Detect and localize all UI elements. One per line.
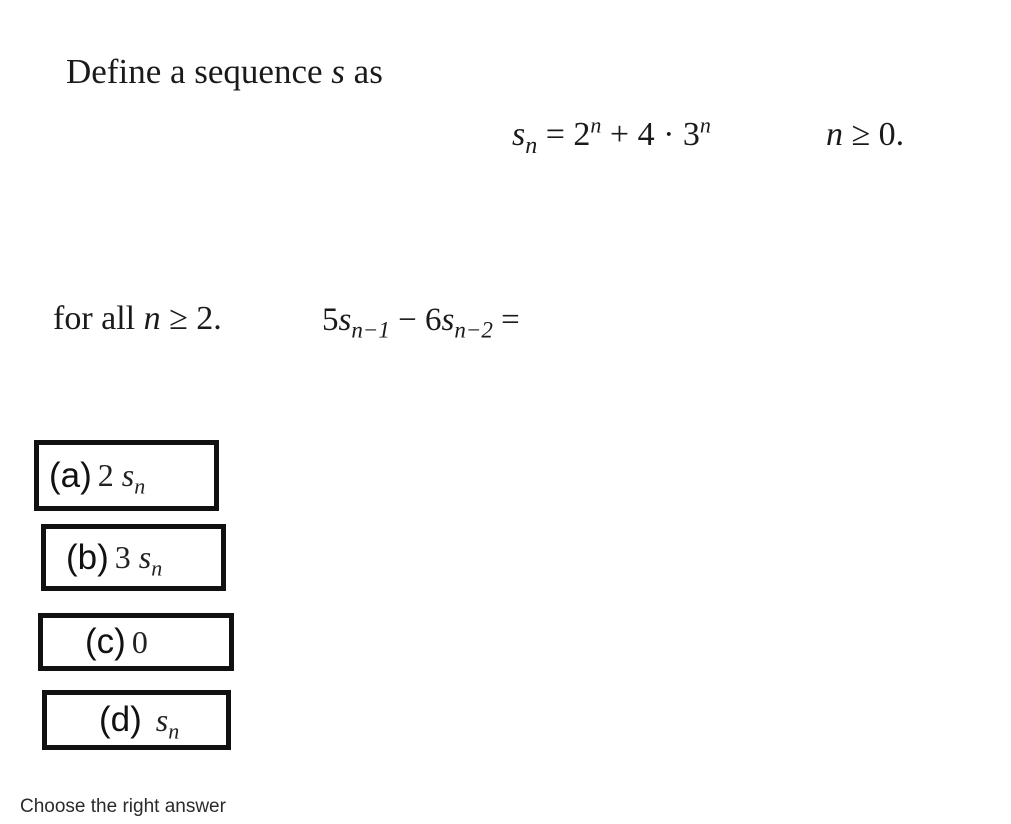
option-math: 3 $s_n$ <box>114 539 163 581</box>
option-d-button[interactable] <box>42 690 231 750</box>
option-letter: (c) <box>85 622 126 661</box>
option-math: 2 $s_n$ <box>97 457 146 499</box>
option-math: $s_n$ <box>155 701 180 743</box>
recurrence-expression: $5s_{n-1} - 6s_{n-2}$ = <box>322 302 520 343</box>
option-math: 0 <box>131 623 148 660</box>
option-letter: (b) <box>66 537 109 577</box>
forall-condition: for all n ≥ 2. <box>53 300 222 337</box>
option-c-button[interactable] <box>38 613 234 671</box>
option-letter: (d) <box>99 700 142 739</box>
sequence-equation: $s_n = 2^n + 4 \cdot 3^n$ <box>512 112 711 159</box>
domain-constraint: n ≥ 0. <box>826 116 905 153</box>
option-a-button[interactable] <box>34 440 219 511</box>
instruction-text: Choose the right answer <box>20 796 226 817</box>
option-letter: (a) <box>49 455 92 495</box>
intro-text: Define a sequence s as <box>66 52 383 91</box>
option-b-button[interactable] <box>41 524 226 591</box>
